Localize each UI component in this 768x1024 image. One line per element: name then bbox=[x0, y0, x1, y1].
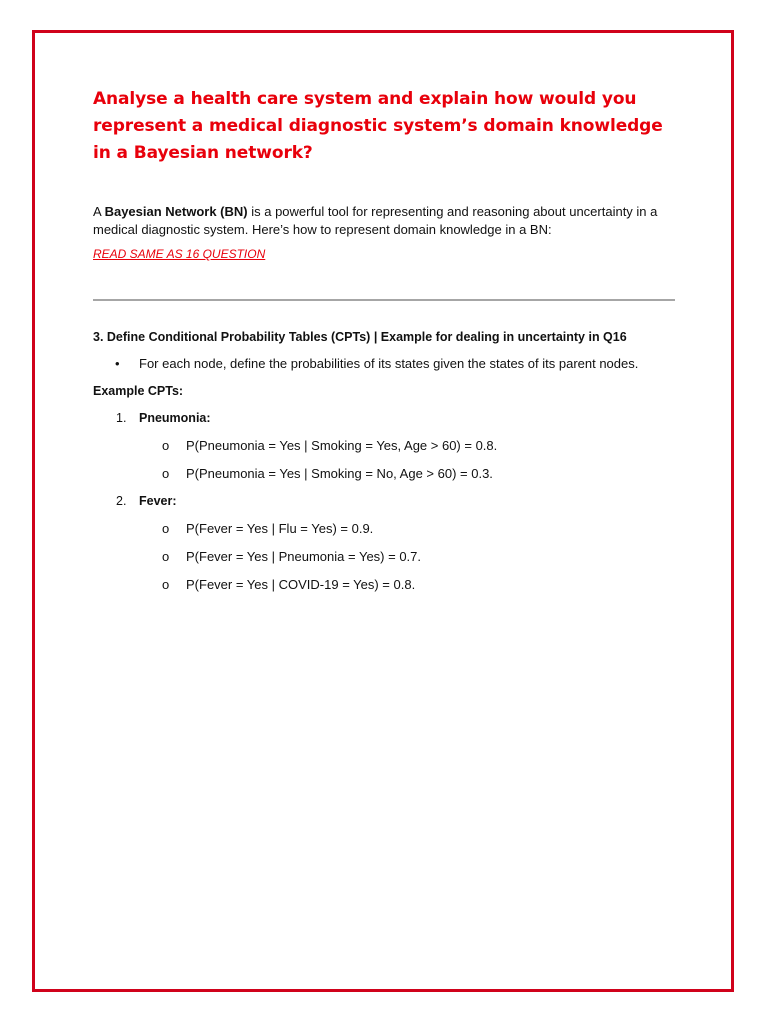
cpt-sub-item bbox=[93, 438, 677, 454]
list-number: 2. bbox=[116, 494, 127, 508]
cpt-sub-item bbox=[93, 577, 677, 593]
intro-prefix: A bbox=[93, 204, 105, 219]
cpt-sub-item bbox=[93, 549, 677, 565]
cpt-sub-text: P(Fever = Yes | Flu = Yes) = 0.9. bbox=[186, 521, 374, 536]
cpt-sub-text: P(Fever = Yes | Pneumonia = Yes) = 0.7. bbox=[186, 549, 422, 564]
document-content bbox=[93, 86, 677, 593]
horizontal-divider bbox=[93, 299, 675, 301]
bullet-item bbox=[93, 356, 677, 372]
circle-bullet-icon: o bbox=[162, 577, 170, 592]
page-title: Analyse a health care system and explain how would you represent a medical diagnostic system’s domain knowledge in a Bayesian network? bbox=[93, 89, 663, 163]
cpt-item-pneumonia bbox=[93, 410, 677, 426]
bullet-text: For each node, define the probabilities of its states given the states of its parent nodes. bbox=[139, 356, 639, 371]
intro-bold-term: Bayesian Network (BN) bbox=[104, 204, 248, 219]
cpt-sub-item bbox=[93, 466, 677, 482]
cpt-name: Fever: bbox=[139, 494, 177, 508]
circle-bullet-icon: o bbox=[162, 521, 170, 536]
intro-paragraph bbox=[93, 203, 677, 239]
section-heading: 3. Define Conditional Probability Tables (CPTs) | Example for dealing in uncertainty in Q16 bbox=[93, 330, 627, 344]
cpt-name: Pneumonia: bbox=[139, 411, 211, 425]
circle-bullet-icon: o bbox=[162, 438, 170, 453]
circle-bullet-icon: o bbox=[162, 549, 170, 564]
cpt-sub-item bbox=[93, 521, 677, 537]
intro-rest: is a powerful tool for representing and reasoning about uncertainty in a medical diagnostic system. Here’s how to represent domain knowledge in a BN: bbox=[93, 204, 658, 237]
list-number: 1. bbox=[116, 411, 127, 425]
example-cpts-label: Example CPTs: bbox=[93, 384, 184, 398]
circle-bullet-icon: o bbox=[162, 466, 170, 481]
read-same-link[interactable]: READ SAME AS 16 QUESTION bbox=[93, 247, 266, 261]
cpt-sub-text: P(Fever = Yes | COVID-19 = Yes) = 0.8. bbox=[186, 577, 416, 592]
cpt-sub-text: P(Pneumonia = Yes | Smoking = No, Age > 60) = 0.3. bbox=[186, 466, 493, 481]
bullet-dot-icon: • bbox=[115, 356, 120, 371]
cpt-sub-text: P(Pneumonia = Yes | Smoking = Yes, Age > 60) = 0.8. bbox=[186, 438, 498, 453]
cpt-item-fever bbox=[93, 493, 677, 509]
